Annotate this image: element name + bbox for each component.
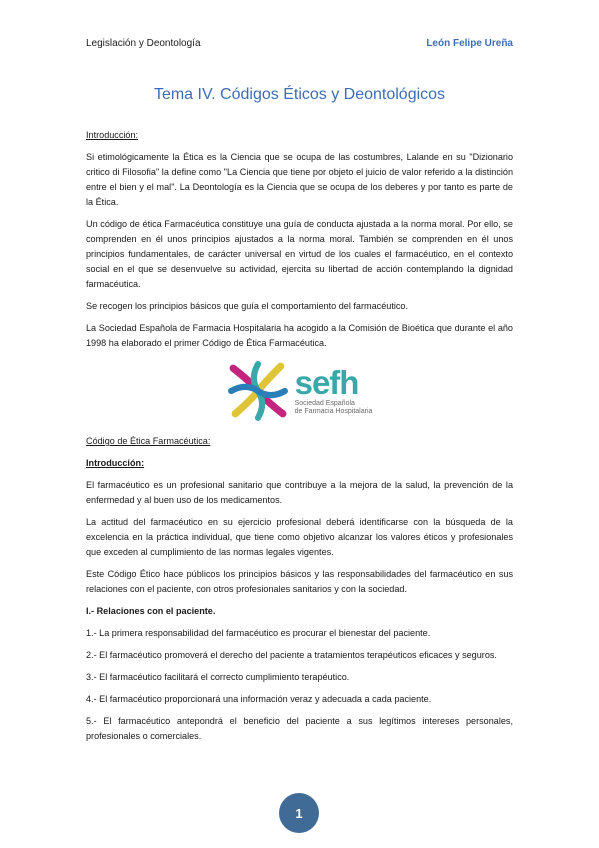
section-heading: I.- Relaciones con el paciente. bbox=[86, 606, 216, 616]
list-item: 2.- El farmacéutico promoverá el derecho del paciente a tratamientos terapéuticos eficaces y seguros. bbox=[86, 650, 497, 660]
page-number: 1 bbox=[279, 793, 319, 833]
logo-subtitle-2: de Farmacia Hospitalaria bbox=[294, 408, 373, 415]
sefh-logo bbox=[86, 358, 513, 424]
logo-subtitle-1: Sociedad Española bbox=[294, 400, 355, 407]
list-item: 3.- El farmacéutico facilitará el correcto cumplimiento terapéutico. bbox=[86, 672, 350, 682]
code-subheading: Introducción: bbox=[86, 458, 145, 468]
sefh-logo-mark bbox=[227, 360, 289, 422]
page-title: Tema IV. Códigos Éticos y Deontológicos bbox=[153, 86, 446, 103]
intro-paragraph-3: Se recogen los principios básicos que guía el comportamiento del farmacéutico. bbox=[86, 301, 408, 311]
code-paragraph-3: Este Código Ético hace públicos los principios básicos y las responsabilidades del farmacéutico en sus relaciones con el paciente, con otros profesionales sanitarios y con la sociedad. bbox=[86, 569, 513, 594]
intro-paragraph-2: Un código de ética Farmacéutica constituye una guía de conducta ajustada a la norma moral. Por ello, se comprenden en él unos principios ajustados a la norma moral. También se comprenden en él unos principios fundamentales, de carácter universal en virtud de los cuales el farmacéutico, en el contexto social en el que se desenvuelve su actividad, ejercita su libertad de acción contemplando la dignidad farmacéutica. bbox=[86, 219, 513, 289]
list-item: 5.- El farmacéutico antepondrá el beneficio del paciente a sus legítimos intereses personales, profesionales o comerciales. bbox=[86, 716, 513, 741]
list-item: 1.- La primera responsabilidad del farmacéutico es procurar el bienestar del paciente. bbox=[86, 628, 431, 638]
header-right: León Felipe Ureña bbox=[426, 38, 513, 49]
intro-paragraph-1: Si etimológicamente la Ética es la Ciencia que se ocupa de las costumbres, Lalande en su "Dizionario critico di Filosofia" la define como "La Ciencia que tiene por objeto el juicio de valor referido a la distinción entre el bien y el mal". La Deontología es la Ciencia que se ocupa de los deberes y por tanto es parte de la Ética. bbox=[86, 152, 513, 207]
code-heading: Código de Ética Farmacéutica: bbox=[86, 436, 211, 446]
code-paragraph-1: El farmacéutico es un profesional sanitario que contribuye a la mejora de la salud, la prevención de la enfermedad y al buen uso de los medicamentos. bbox=[86, 480, 513, 505]
document-body bbox=[86, 128, 513, 751]
intro-heading: Introducción: bbox=[86, 130, 139, 140]
header-left: Legislación y Deontología bbox=[86, 38, 201, 49]
intro-paragraph-4: La Sociedad Española de Farmacia Hospitalaria ha acogido a la Comisión de Bioética que durante el año 1998 ha elaborado el primer Código de Ética Farmacéutica. bbox=[86, 323, 513, 348]
list-item: 4.- El farmacéutico proporcionará una información veraz y adecuada a cada paciente. bbox=[86, 694, 432, 704]
code-paragraph-2: La actitud del farmacéutico en su ejercicio profesional deberá identificarse con la búsqueda de la excelencia en la práctica individual, que tiene como objetivo alcanzar los valores éticos y profesionales que exceden al cumplimiento de las normas legales vigentes. bbox=[86, 517, 513, 557]
logo-wordmark: sefh bbox=[294, 364, 359, 401]
